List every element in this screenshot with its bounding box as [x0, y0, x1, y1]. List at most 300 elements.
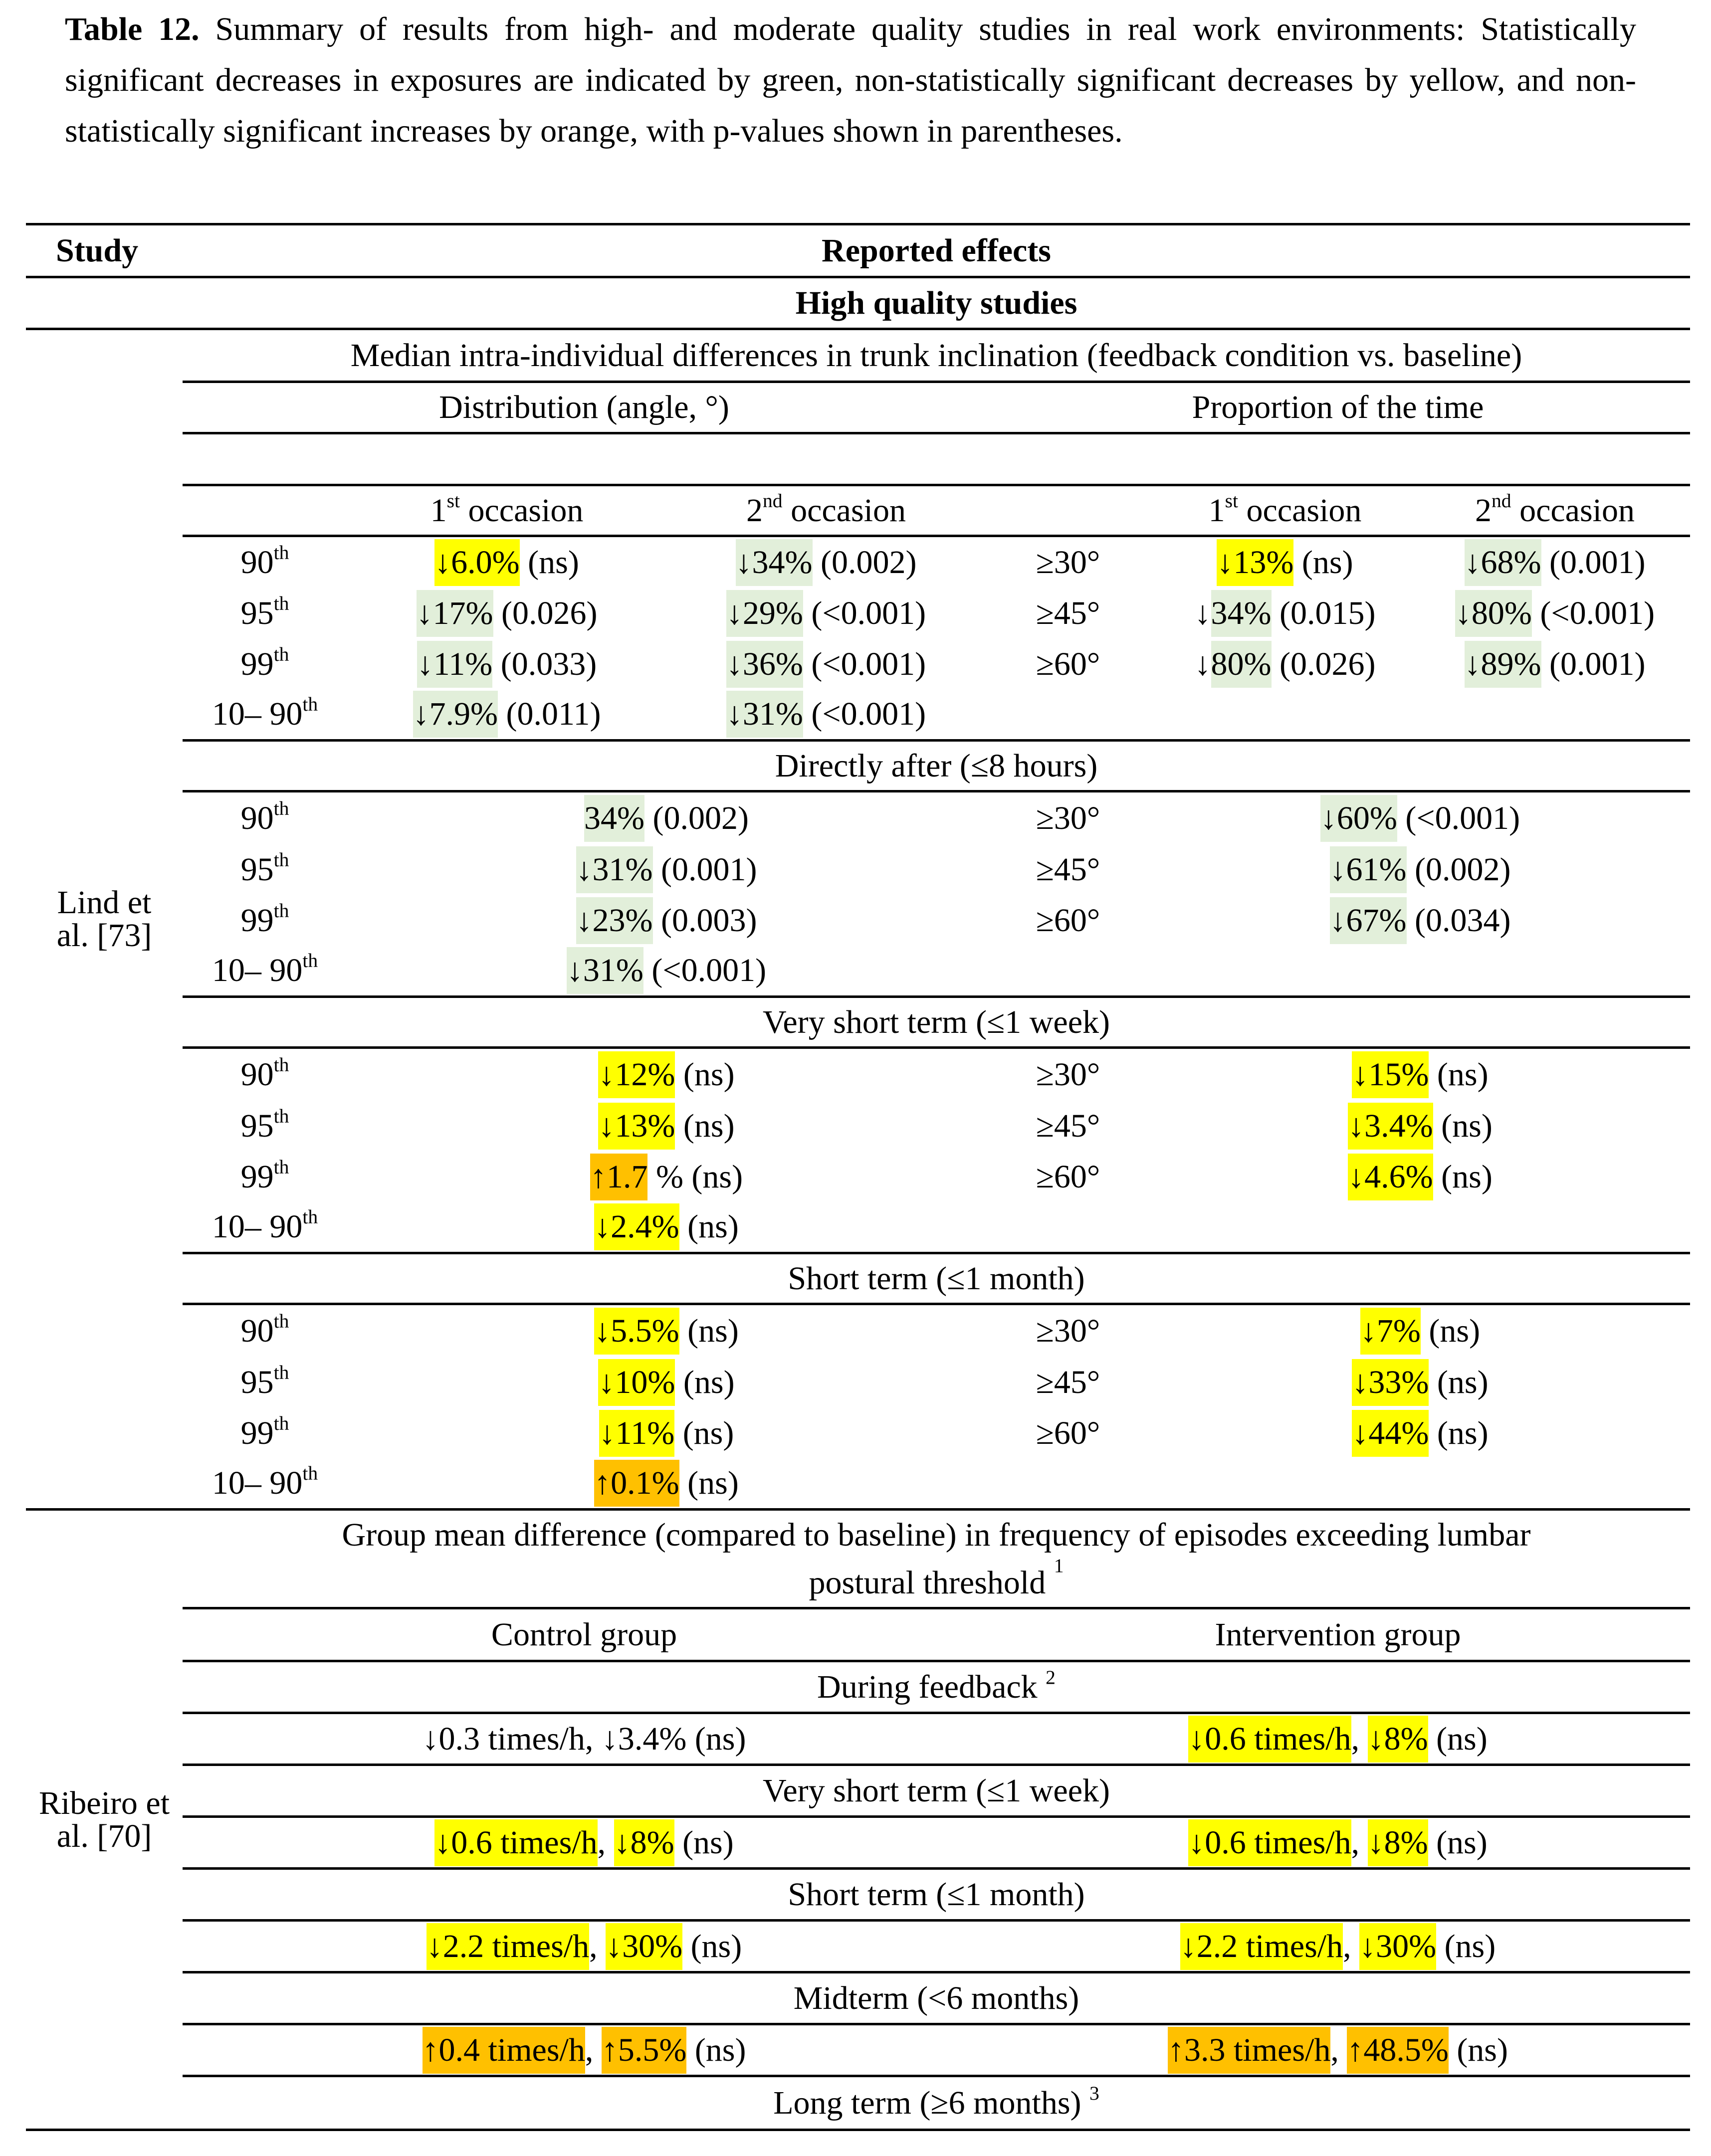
intervention-value	[1188, 1716, 1487, 1763]
highlight-yellow	[598, 1051, 675, 1098]
p-value: (0.033)	[492, 645, 597, 682]
change-value: 61%	[1346, 851, 1407, 888]
angle-threshold: ≥45°	[1036, 1107, 1100, 1144]
arrow-icon: ↓	[1464, 544, 1481, 581]
occasion-number: 2	[1475, 492, 1492, 529]
percent-change-value: ↓30%	[606, 1928, 683, 1964]
measure-title-line1: Group mean difference (compared to baseline) in frequency of episodes exceeding lumbar	[342, 1516, 1531, 1553]
angle-label	[986, 1357, 1150, 1408]
section-label: High quality studies	[795, 284, 1077, 321]
lind-period-data-row	[26, 1101, 1690, 1152]
percent-change-value: ↓3.4%	[601, 1720, 687, 1757]
dist-value	[576, 897, 757, 944]
study-header	[26, 224, 183, 277]
p-value: (ns)	[1428, 1720, 1488, 1757]
arrow-icon: ↓	[1352, 1364, 1369, 1400]
p-value: (0.026)	[493, 594, 598, 631]
occasion-label: occasion	[460, 492, 584, 529]
angle-threshold: ≥60°	[1036, 1158, 1100, 1195]
change-value: 6.0%	[451, 544, 520, 581]
prop-occ1-cell	[1150, 588, 1420, 639]
arrow-icon: ↓	[1329, 851, 1346, 888]
p-value: (0.015)	[1271, 594, 1376, 631]
percentile-number: 90	[240, 544, 274, 581]
ribeiro-data-row	[26, 2024, 1690, 2076]
angle-threshold: ≥60°	[1036, 1414, 1100, 1451]
ordinal-suffix: th	[273, 1361, 289, 1383]
highlight-yellow	[599, 1410, 675, 1457]
change-value: 33%	[1368, 1364, 1429, 1400]
change-value: 31%	[592, 851, 653, 888]
intervention-group-header	[986, 1608, 1690, 1661]
separator: ,	[589, 1928, 606, 1964]
rate-change	[1188, 1716, 1351, 1763]
arrow-icon: ↓	[726, 594, 743, 631]
dist-cell	[347, 895, 986, 946]
arrow-icon: ↓	[735, 544, 752, 581]
highlight-yellow	[1360, 1308, 1421, 1355]
angle-label	[986, 946, 1150, 997]
ordinal-suffix: th	[302, 693, 318, 716]
change-value: 44%	[1368, 1414, 1429, 1451]
ordinal-suffix: th	[273, 541, 289, 564]
lind-feedback-data-row	[26, 690, 1690, 741]
dist-cell	[347, 1152, 986, 1202]
angle-label	[986, 1048, 1150, 1101]
occasion-label: occasion	[1238, 492, 1362, 529]
p-value: (ns)	[1429, 1414, 1489, 1451]
ordinal-suffix: th	[302, 1206, 318, 1228]
p-value: (<0.001)	[803, 594, 926, 631]
separator: ,	[1351, 1720, 1368, 1757]
period-title-text: Short term (≤1 month)	[788, 1260, 1085, 1297]
lind-period-data-row	[26, 1048, 1690, 1101]
proportion-title: Proportion of the time	[1192, 389, 1484, 425]
occasion-label: occasion	[782, 492, 906, 529]
arrow-icon: ↓	[576, 851, 593, 888]
p-value: (ns)	[679, 1208, 739, 1245]
change-value: 36%	[742, 645, 803, 682]
percentile-number: 10– 90	[212, 696, 303, 733]
effects-header	[183, 224, 1690, 277]
ordinal-suffix: st	[446, 489, 460, 512]
occasion-label: occasion	[1511, 492, 1635, 529]
dist-value	[590, 1154, 743, 1200]
rate-change	[434, 1819, 597, 1866]
caption-text: Summary of results from high- and moderate quality studies in real work environments: Statistically significant decreases in exposures are indicated by green, non-statistically significant decreases by yellow, and non-statistically significant increases by orange, with p-values shown in parentheses.	[65, 11, 1636, 149]
ordinal-suffix: st	[1225, 489, 1238, 512]
separator: ,	[1351, 1824, 1368, 1861]
period-title	[183, 1661, 1690, 1713]
ordinal-suffix: th	[273, 1105, 289, 1127]
arrow-icon: ↓	[1194, 594, 1211, 631]
arrow-icon: ↓	[1320, 799, 1337, 836]
change-value: 80%	[1471, 594, 1532, 631]
highlight-green	[417, 590, 493, 637]
angle-threshold: ≥30°	[1036, 799, 1100, 836]
percentile-number: 10– 90	[212, 1208, 303, 1245]
p-value: (0.002)	[812, 544, 917, 581]
highlight-yellow	[598, 1359, 675, 1406]
change-value: 67%	[1346, 902, 1407, 939]
table-caption	[65, 4, 1636, 157]
period-title-text: Very short term (≤1 week)	[763, 1003, 1110, 1040]
dist-value	[594, 1203, 739, 1250]
period-title	[183, 1765, 1690, 1817]
dist-occ1-value	[417, 590, 598, 637]
control-value	[423, 2027, 746, 2074]
angle-threshold: ≥30°	[1036, 1312, 1100, 1349]
p-value: (<0.001)	[1397, 799, 1520, 836]
section-study-cell	[26, 277, 183, 329]
p-value: (<0.001)	[803, 645, 926, 682]
percent-change	[602, 1716, 686, 1763]
prop-occ2-cell	[1420, 690, 1690, 741]
dist-occ1-cell	[347, 536, 666, 588]
highlight-green	[1330, 846, 1407, 893]
lind-period-title-row	[26, 741, 1690, 791]
angle-label	[986, 1101, 1150, 1152]
lind-period-data-row	[26, 1304, 1690, 1357]
angle-threshold: ≥30°	[1036, 1056, 1100, 1093]
p-value: (0.002)	[1406, 851, 1511, 888]
intervention-value	[1168, 2027, 1508, 2074]
arrow-icon: ↓	[1329, 902, 1346, 939]
period-title-text: Long term (≥6 months)	[773, 2084, 1081, 2121]
p-value: (ns)	[1433, 1107, 1493, 1144]
arrow-icon: ↓	[1194, 645, 1211, 682]
percent-change	[1368, 1716, 1428, 1763]
period-title	[183, 1253, 1690, 1304]
change-value: 0.1%	[611, 1465, 679, 1502]
change-value: 80%	[1211, 645, 1272, 682]
prop-cell	[1150, 791, 1690, 844]
prop-cell	[1150, 844, 1690, 895]
change-value: 34%	[1211, 594, 1272, 631]
highlight-green	[413, 691, 498, 738]
dist-cell	[347, 791, 986, 844]
arrow-icon: ↓	[594, 1312, 611, 1349]
control-value	[434, 1819, 733, 1866]
highlight-green	[1465, 641, 1541, 688]
arrow-icon: ↓	[576, 902, 593, 939]
change-value: 13%	[615, 1107, 675, 1144]
occasion-number: 1	[1208, 492, 1225, 529]
change-value: 4.6%	[1364, 1158, 1433, 1195]
highlight-yellow	[598, 1103, 675, 1150]
rate-change-value: ↓0.6 times/h	[1188, 1720, 1351, 1757]
highlight-green	[576, 846, 653, 893]
p-value: (ns)	[1420, 1312, 1481, 1349]
rate-change	[1180, 1923, 1343, 1970]
lind-period-data-row	[26, 1152, 1690, 1202]
ordinal-suffix: th	[273, 1310, 289, 1332]
footnote-marker: 2	[1046, 1666, 1056, 1688]
percentile-label	[183, 1048, 347, 1101]
p-value: (0.002)	[644, 799, 749, 836]
separator: ,	[1343, 1928, 1360, 1964]
change-value: 29%	[742, 594, 803, 631]
percent-change	[602, 2027, 686, 2074]
percent-change-value: ↑48.5%	[1347, 2031, 1449, 2068]
percentile-label	[183, 791, 347, 844]
lind-feedback-data-row	[26, 639, 1690, 690]
section-row	[26, 277, 1690, 329]
dist-cell	[347, 844, 986, 895]
prop-cell	[1150, 1101, 1690, 1152]
study-name-line1: Lind et	[57, 884, 152, 921]
lind-period-title-row	[26, 1253, 1690, 1304]
dist-occ2-cell	[666, 588, 986, 639]
arrow-icon: ↓	[434, 544, 451, 581]
arrow-icon: ↓	[599, 1414, 616, 1451]
p-value: (ns)	[1448, 2031, 1508, 2068]
separator: ,	[585, 1720, 602, 1757]
prop-occ2-cell	[1420, 639, 1690, 690]
angle-threshold: ≥60°	[1036, 902, 1100, 939]
ribeiro-data-row	[26, 1817, 1690, 1869]
p-value: (0.001)	[652, 851, 757, 888]
arrow-icon: ↓	[598, 1364, 615, 1400]
prop-value	[1352, 1359, 1488, 1406]
period-title	[183, 997, 1690, 1048]
p-value: (0.001)	[1541, 645, 1646, 682]
dist-cell	[347, 1459, 986, 1510]
intervention-cell	[986, 1921, 1690, 1972]
prop-cell	[1150, 895, 1690, 946]
arrow-icon: ↓	[417, 645, 433, 682]
angle-label	[986, 1152, 1150, 1202]
lind-feedback-data-row	[26, 588, 1690, 639]
change-value: 1.7	[606, 1158, 648, 1195]
p-value: (0.026)	[1271, 645, 1376, 682]
control-cell	[183, 1921, 986, 1972]
lind-measure-row	[26, 329, 1690, 382]
p-value: (ns)	[1429, 1056, 1489, 1093]
lind-period-data-row	[26, 844, 1690, 895]
intervention-value	[1180, 1923, 1496, 1970]
dist-cell	[347, 1101, 986, 1152]
dist-cell	[347, 946, 986, 997]
footnote-marker: 1	[1054, 1554, 1064, 1576]
angle-label	[986, 1408, 1150, 1459]
arrow-icon: ↓	[1360, 1312, 1377, 1349]
angle-threshold: ≥45°	[1036, 1364, 1100, 1400]
percentile-number: 99	[240, 1414, 274, 1451]
percent-change	[614, 1819, 674, 1866]
lind-period-data-row	[26, 1357, 1690, 1408]
dist-occ2-cell	[666, 536, 986, 588]
change-value: 89%	[1481, 645, 1541, 682]
ordinal-suffix: th	[302, 950, 318, 972]
lind-period-data-row	[26, 791, 1690, 844]
highlight-yellow	[1348, 1154, 1433, 1200]
arrow-icon: ↓	[1455, 594, 1472, 631]
prop-value	[1330, 846, 1511, 893]
change-value: 31%	[742, 696, 803, 733]
highlight-yellow	[1352, 1410, 1429, 1457]
occasion-number: 1	[430, 492, 447, 529]
prop-value	[1352, 1051, 1488, 1098]
percentile-number: 99	[240, 1158, 274, 1195]
prop-cell	[1150, 1408, 1690, 1459]
dist-value	[599, 1410, 734, 1457]
change-value: 23%	[592, 902, 653, 939]
prop-occ2-value	[1465, 641, 1646, 688]
percentile-number: 10– 90	[212, 1465, 303, 1502]
angle-label	[986, 791, 1150, 844]
angle-label	[986, 536, 1150, 588]
intervention-cell	[986, 1817, 1690, 1869]
prop-occ2-cell	[1420, 536, 1690, 588]
p-value: (ns)	[674, 1824, 734, 1861]
percentile-number: 90	[240, 1312, 274, 1349]
dist-occ1-cell	[347, 690, 666, 741]
percent-change-value: ↓30%	[1359, 1928, 1437, 1964]
rate-change-value: ↓0.3 times/h	[422, 1720, 585, 1757]
angle-label	[986, 844, 1150, 895]
arrow-icon: ↓	[726, 696, 743, 733]
change-value: 68%	[1481, 544, 1541, 581]
prop-occ1-value	[1195, 641, 1376, 688]
dist-occ2-value	[726, 590, 926, 637]
percentile-label	[183, 639, 347, 690]
highlight-green	[736, 539, 813, 586]
intervention-group-label: Intervention group	[1215, 1616, 1461, 1653]
prop-occ1-value	[1217, 539, 1353, 586]
change-value: 13%	[1233, 544, 1294, 581]
ordinal-suffix: th	[273, 592, 289, 614]
distribution-header	[183, 382, 986, 433]
angle-threshold: ≥30°	[1036, 544, 1100, 581]
dist-value	[598, 1051, 734, 1098]
lind-empty-row	[26, 433, 1690, 485]
prop-occ1-cell	[1150, 639, 1420, 690]
p-value: (ns)	[686, 2031, 746, 2068]
lind-period-data-row	[26, 946, 1690, 997]
angle-label	[986, 1304, 1150, 1357]
prop-cell	[1150, 1152, 1690, 1202]
change-value: 5.5%	[611, 1312, 679, 1349]
ribeiro-period-title-row	[26, 1661, 1690, 1713]
study-name-line2: al. [70]	[56, 1817, 152, 1854]
prop-occ2-value	[1455, 590, 1655, 637]
p-value: (ns)	[679, 1312, 739, 1349]
dist-value	[567, 947, 766, 994]
arrow-icon: ↓	[594, 1208, 611, 1245]
intervention-cell	[986, 1713, 1690, 1765]
prop-occ2-cell	[1420, 588, 1690, 639]
change-value: 10%	[615, 1364, 675, 1400]
angle-threshold: ≥60°	[1036, 645, 1100, 682]
highlight-yellow	[434, 539, 519, 586]
change-value: 15%	[1368, 1056, 1429, 1093]
change-value: 7.9%	[429, 696, 498, 733]
prop-occasion-1-header	[1150, 485, 1420, 536]
ordinal-suffix: nd	[763, 489, 783, 512]
dist-occ2-value	[726, 641, 926, 688]
highlight-green	[417, 641, 493, 688]
p-value: (ns)	[1428, 1824, 1488, 1861]
change-value: 11%	[615, 1414, 675, 1451]
rate-change-value: ↓2.2 times/h	[1180, 1928, 1343, 1964]
header-row	[26, 224, 1690, 277]
empty-row	[183, 433, 1690, 485]
rate-change-value: ↑3.3 times/h	[1168, 2031, 1331, 2068]
rate-change	[427, 1923, 589, 1970]
ordinal-suffix: th	[273, 1053, 289, 1076]
ribeiro-period-title-row	[26, 1869, 1690, 1921]
rate-change	[423, 2027, 585, 2074]
footnote-marker: 3	[1089, 2082, 1099, 2104]
ribeiro-data-row	[26, 1713, 1690, 1765]
prop-cell	[1150, 946, 1690, 997]
dist-cell	[347, 1408, 986, 1459]
highlight-green	[726, 590, 803, 637]
change-value: 34%	[584, 799, 644, 836]
percentile-label	[183, 1202, 347, 1253]
separator: ,	[597, 1824, 614, 1861]
percentile-label	[183, 946, 347, 997]
prop-cell	[1150, 1357, 1690, 1408]
percentile-label	[183, 1304, 347, 1357]
ribeiro-period-title-row	[26, 1972, 1690, 2024]
p-value: (ns)	[674, 1414, 734, 1451]
percentile-number: 90	[240, 799, 274, 836]
arrow-icon: ↓	[1352, 1056, 1369, 1093]
study-name-line2: al. [73]	[56, 917, 152, 954]
lind-period-data-row	[26, 895, 1690, 946]
ordinal-suffix: th	[273, 899, 289, 922]
lind-period-title-row	[26, 997, 1690, 1048]
arrow-icon: ↓	[416, 594, 433, 631]
dist-occ2-cell	[666, 639, 986, 690]
percentile-number: 10– 90	[212, 952, 303, 989]
measure-title	[183, 1510, 1690, 1608]
proportion-header	[986, 382, 1690, 433]
rate-change-value: ↓0.6 times/h	[434, 1824, 598, 1861]
p-value: (0.001)	[1541, 544, 1646, 581]
angle-label	[986, 1459, 1150, 1510]
period-title	[183, 741, 1690, 791]
ordinal-suffix: th	[273, 1156, 289, 1178]
study-name-line1: Ribeiro et	[38, 1784, 170, 1821]
occasion-2-header	[666, 485, 986, 536]
prop-value	[1348, 1154, 1493, 1200]
percentile-label	[183, 1357, 347, 1408]
control-group-header	[183, 1608, 986, 1661]
change-value: 60%	[1336, 799, 1397, 836]
prop-value	[1360, 1308, 1480, 1355]
p-value: % (ns)	[647, 1158, 743, 1195]
dist-occ1-value	[413, 691, 601, 738]
dist-value	[594, 1460, 739, 1507]
highlight-yellow	[1352, 1051, 1429, 1098]
percentile-number: 95	[240, 851, 274, 888]
rate-change	[423, 1716, 585, 1763]
period-title	[183, 2076, 1690, 2130]
p-value: (0.034)	[1406, 902, 1511, 939]
p-value: (ns)	[675, 1056, 735, 1093]
percentile-label	[183, 895, 347, 946]
control-group-label: Control group	[491, 1616, 677, 1653]
table-label: Table 12.	[65, 11, 200, 47]
p-value: (ns)	[1293, 544, 1353, 581]
angle-blank	[986, 485, 1150, 536]
section-high-quality	[183, 277, 1690, 329]
change-value: 17%	[432, 594, 493, 631]
highlight-yellow	[594, 1203, 679, 1250]
